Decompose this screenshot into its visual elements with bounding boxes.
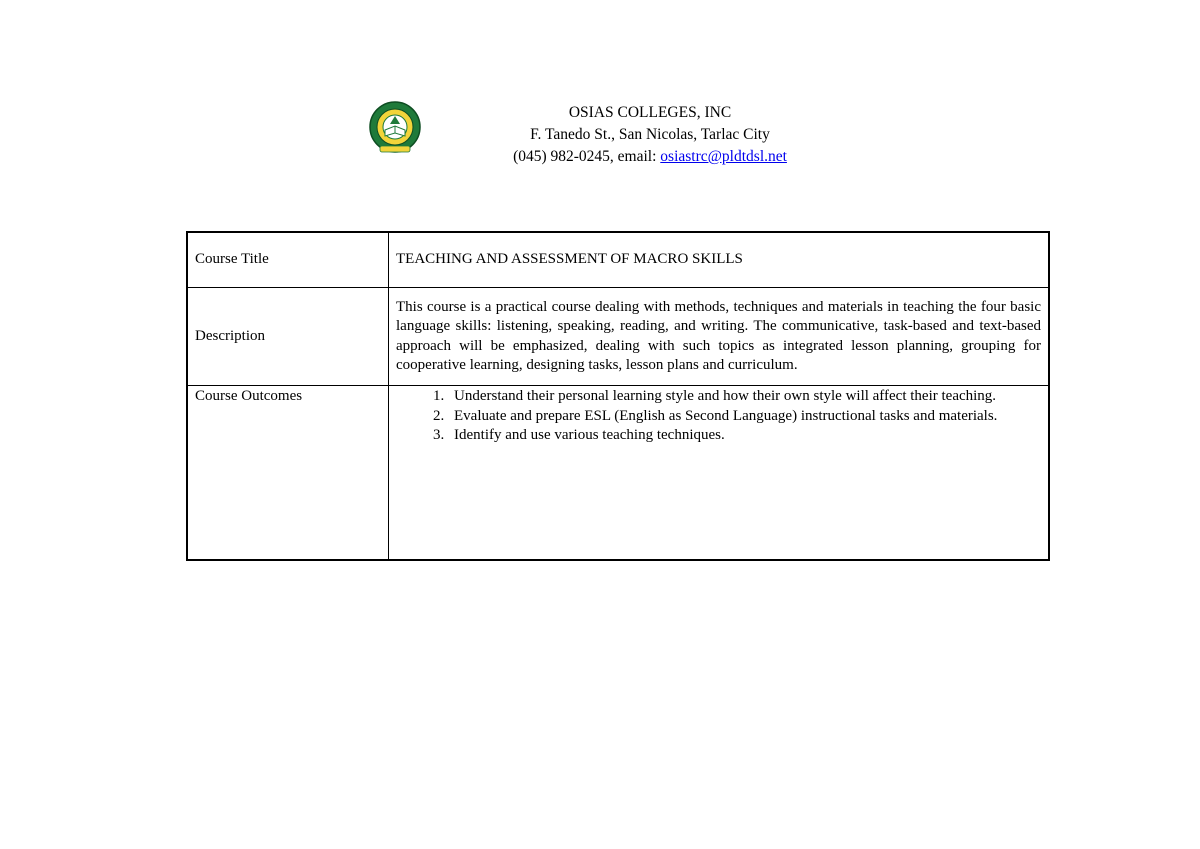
- table-row-course-outcomes: [187, 386, 1049, 561]
- list-item: 3. Identify and use various teaching techniques.: [448, 426, 1041, 446]
- school-seal-logo-icon: [368, 100, 422, 156]
- course-table: [186, 231, 1050, 561]
- course-outcomes-label: Course Outcomes: [187, 386, 389, 561]
- contact-prefix: (045) 982-0245, email:: [513, 148, 661, 165]
- header-text: [430, 102, 870, 168]
- description-label: Description: [187, 288, 389, 386]
- institution-contact: [430, 146, 870, 168]
- list-item: 2. Evaluate and prepare ESL (English as Second Language) instructional tasks and materials.: [448, 407, 1041, 427]
- institution-name: OSIAS COLLEGES, INC: [568, 104, 732, 121]
- table-row-description: [187, 288, 1049, 386]
- table-row-course-title: [187, 232, 1049, 288]
- institution-address: F. Tanedo St., San Nicolas, Tarlac City: [530, 126, 770, 143]
- course-title-value: TEACHING AND ASSESSMENT OF MACRO SKILLS: [389, 232, 1050, 288]
- email-link[interactable]: osiastrc@pldtdsl.net: [660, 148, 787, 165]
- description-value: This course is a practical course dealing with methods, techniques and materials in teaching the four basic language skills: listening, speaking, reading, and writing. The communicative, task-based and text-based approach will be emphasized, dealing with such topics as integrated lesson planning, grouping for cooperative learning, designing tasks, lesson plans and curriculum.: [389, 288, 1050, 386]
- outcomes-list: [396, 387, 1041, 446]
- course-title-label: Course Title: [187, 232, 389, 288]
- document-header: [368, 100, 838, 165]
- list-item: 1. Understand their personal learning style and how their own style will affect their teaching.: [448, 387, 1041, 407]
- course-outcomes-value: [389, 386, 1050, 561]
